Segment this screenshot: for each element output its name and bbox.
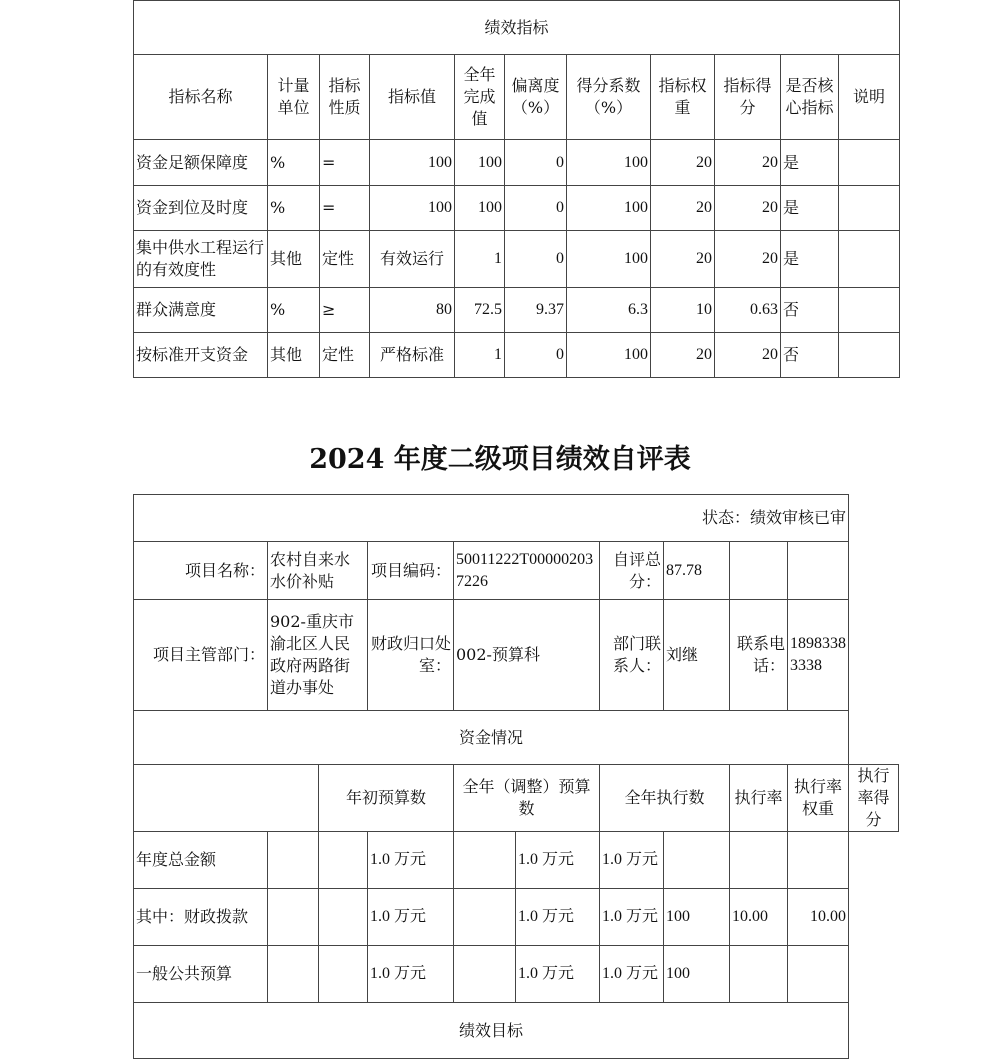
indicator-name: 资金足额保障度 [134,140,268,186]
indicator-score: 20 [715,186,781,231]
contact-label: 部门联系人： [600,600,664,711]
performance-indicator-table [133,0,900,378]
indicator-name: 集中供水工程运行的有效度性 [134,231,268,288]
indicator-weight: 20 [651,231,715,288]
indicator-nature: 定性 [320,231,370,288]
indicator-unit: % [268,186,320,231]
table-row [134,333,900,378]
indicator-note [839,186,900,231]
indicator-done: 72.5 [455,288,505,333]
table-row [134,288,900,333]
indicator-weight: 20 [651,186,715,231]
indicator-weight: 20 [651,333,715,378]
project-code-label: 项目编码： [368,542,454,600]
indicator-deviation: 0 [505,333,567,378]
indicator-deviation: 0 [505,231,567,288]
page-title: 2024 年度二级项目绩效自评表 [309,444,691,475]
executed-amount: 1.0 万元 [600,889,664,946]
header-coef: 得分系数（%） [567,55,651,140]
dept: 902-重庆市渝北区人民政府两路街道办事处 [268,600,368,711]
blank-cell [319,889,368,946]
execution-rate: 100 [664,946,730,1003]
initial-budget: 1.0 万元 [368,889,454,946]
adjusted-budget: 1.0 万元 [516,832,600,889]
indicator-name: 按标准开支资金 [134,333,268,378]
blank-cell [454,832,516,889]
header-value: 指标值 [370,55,455,140]
indicator-score: 20 [715,231,781,288]
finance: 002-预算科 [454,600,600,711]
indicator-nature: ≥ [320,288,370,333]
project-name: 农村自来水水价补贴 [268,542,368,600]
header-rate-weight: 执行率权重 [788,765,849,832]
blank-cell [454,889,516,946]
header-executed: 全年执行数 [600,765,730,832]
indicator-core: 否 [781,288,839,333]
indicator-coef: 6.3 [567,288,651,333]
indicator-note [839,231,900,288]
rate-weight [730,832,788,889]
table-row [134,231,900,288]
indicator-deviation: 9.37 [505,288,567,333]
blank-cell [319,832,368,889]
indicator-weight: 10 [651,288,715,333]
header-indicator-name: 指标名称 [134,55,268,140]
execution-rate [664,832,730,889]
indicator-value: 有效运行 [370,231,455,288]
funds-band-title: 资金情况 [134,711,849,765]
indicator-score: 0.63 [715,288,781,333]
table-row [134,832,899,889]
table-row [134,140,900,186]
indicator-unit: 其他 [268,231,320,288]
header-initial-budget: 年初预算数 [319,765,454,832]
executed-amount: 1.0 万元 [600,946,664,1003]
indicator-nature: = [320,186,370,231]
header-weight: 指标权重 [651,55,715,140]
blank-cell [730,542,788,600]
rate-score: 10.00 [788,889,849,946]
indicator-deviation: 0 [505,186,567,231]
initial-budget: 1.0 万元 [368,946,454,1003]
indicator-name: 群众满意度 [134,288,268,333]
indicator-score: 20 [715,140,781,186]
funds-label: 年度总金额 [134,832,268,889]
self-score-label: 自评总分： [600,542,664,600]
rate-score [788,946,849,1003]
indicator-unit: % [268,288,320,333]
project-evaluation-table [133,494,899,1059]
indicator-core: 否 [781,333,839,378]
header-done: 全年完成值 [455,55,505,140]
blank-cell [268,889,319,946]
blank-cell [788,542,849,600]
indicator-core: 是 [781,186,839,231]
indicator-value: 80 [370,288,455,333]
table-row [134,946,899,1003]
initial-budget: 1.0 万元 [368,832,454,889]
header-rate-score: 执行率得分 [849,765,899,832]
blank-cell [268,832,319,889]
indicator-name: 资金到位及时度 [134,186,268,231]
indicator-note [839,288,900,333]
indicator-done: 1 [455,231,505,288]
blank-cell [134,765,319,832]
indicator-coef: 100 [567,231,651,288]
dept-label: 项目主管部门： [134,600,268,711]
rate-score [788,832,849,889]
header-score: 指标得分 [715,55,781,140]
indicator-value: 100 [370,186,455,231]
indicator-coef: 100 [567,333,651,378]
contact: 刘继 [664,600,730,711]
indicator-coef: 100 [567,186,651,231]
indicator-done: 100 [455,186,505,231]
indicator-coef: 100 [567,140,651,186]
phone: 18983383338 [788,600,849,711]
indicator-value: 严格标准 [370,333,455,378]
table-row [134,889,899,946]
indicator-note [839,140,900,186]
project-name-label: 项目名称： [134,542,268,600]
header-rate: 执行率 [730,765,788,832]
status-text: 状态：绩效审核已审 [134,495,849,542]
header-deviation: 偏离度（%） [505,55,567,140]
execution-rate: 100 [664,889,730,946]
indicator-nature: 定性 [320,333,370,378]
table-row [134,186,900,231]
project-code: 50011222T000002037226 [454,542,600,600]
blank-cell [454,946,516,1003]
indicator-done: 1 [455,333,505,378]
funds-label: 一般公共预算 [134,946,268,1003]
indicator-done: 100 [455,140,505,186]
indicator-unit: 其他 [268,333,320,378]
header-unit: 计量单位 [268,55,320,140]
adjusted-budget: 1.0 万元 [516,946,600,1003]
funds-label: 其中：财政拨款 [134,889,268,946]
indicator-note [839,333,900,378]
header-note: 说明 [839,55,900,140]
rate-weight [730,946,788,1003]
indicator-band-title: 绩效指标 [134,1,900,55]
blank-cell [319,946,368,1003]
finance-label: 财政归口处室： [368,600,454,711]
blank-cell [268,946,319,1003]
indicator-nature: = [320,140,370,186]
header-adjusted-budget: 全年（调整）预算数 [454,765,600,832]
indicator-deviation: 0 [505,140,567,186]
indicator-weight: 20 [651,140,715,186]
self-score: 87.78 [664,542,730,600]
rate-weight: 10.00 [730,889,788,946]
indicator-core: 是 [781,140,839,186]
executed-amount: 1.0 万元 [600,832,664,889]
indicator-core: 是 [781,231,839,288]
goal-band-title: 绩效目标 [134,1003,849,1059]
header-nature: 指标性质 [320,55,370,140]
adjusted-budget: 1.0 万元 [516,889,600,946]
header-core: 是否核心指标 [781,55,839,140]
phone-label: 联系电话： [730,600,788,711]
indicator-unit: % [268,140,320,186]
indicator-score: 20 [715,333,781,378]
indicator-value: 100 [370,140,455,186]
